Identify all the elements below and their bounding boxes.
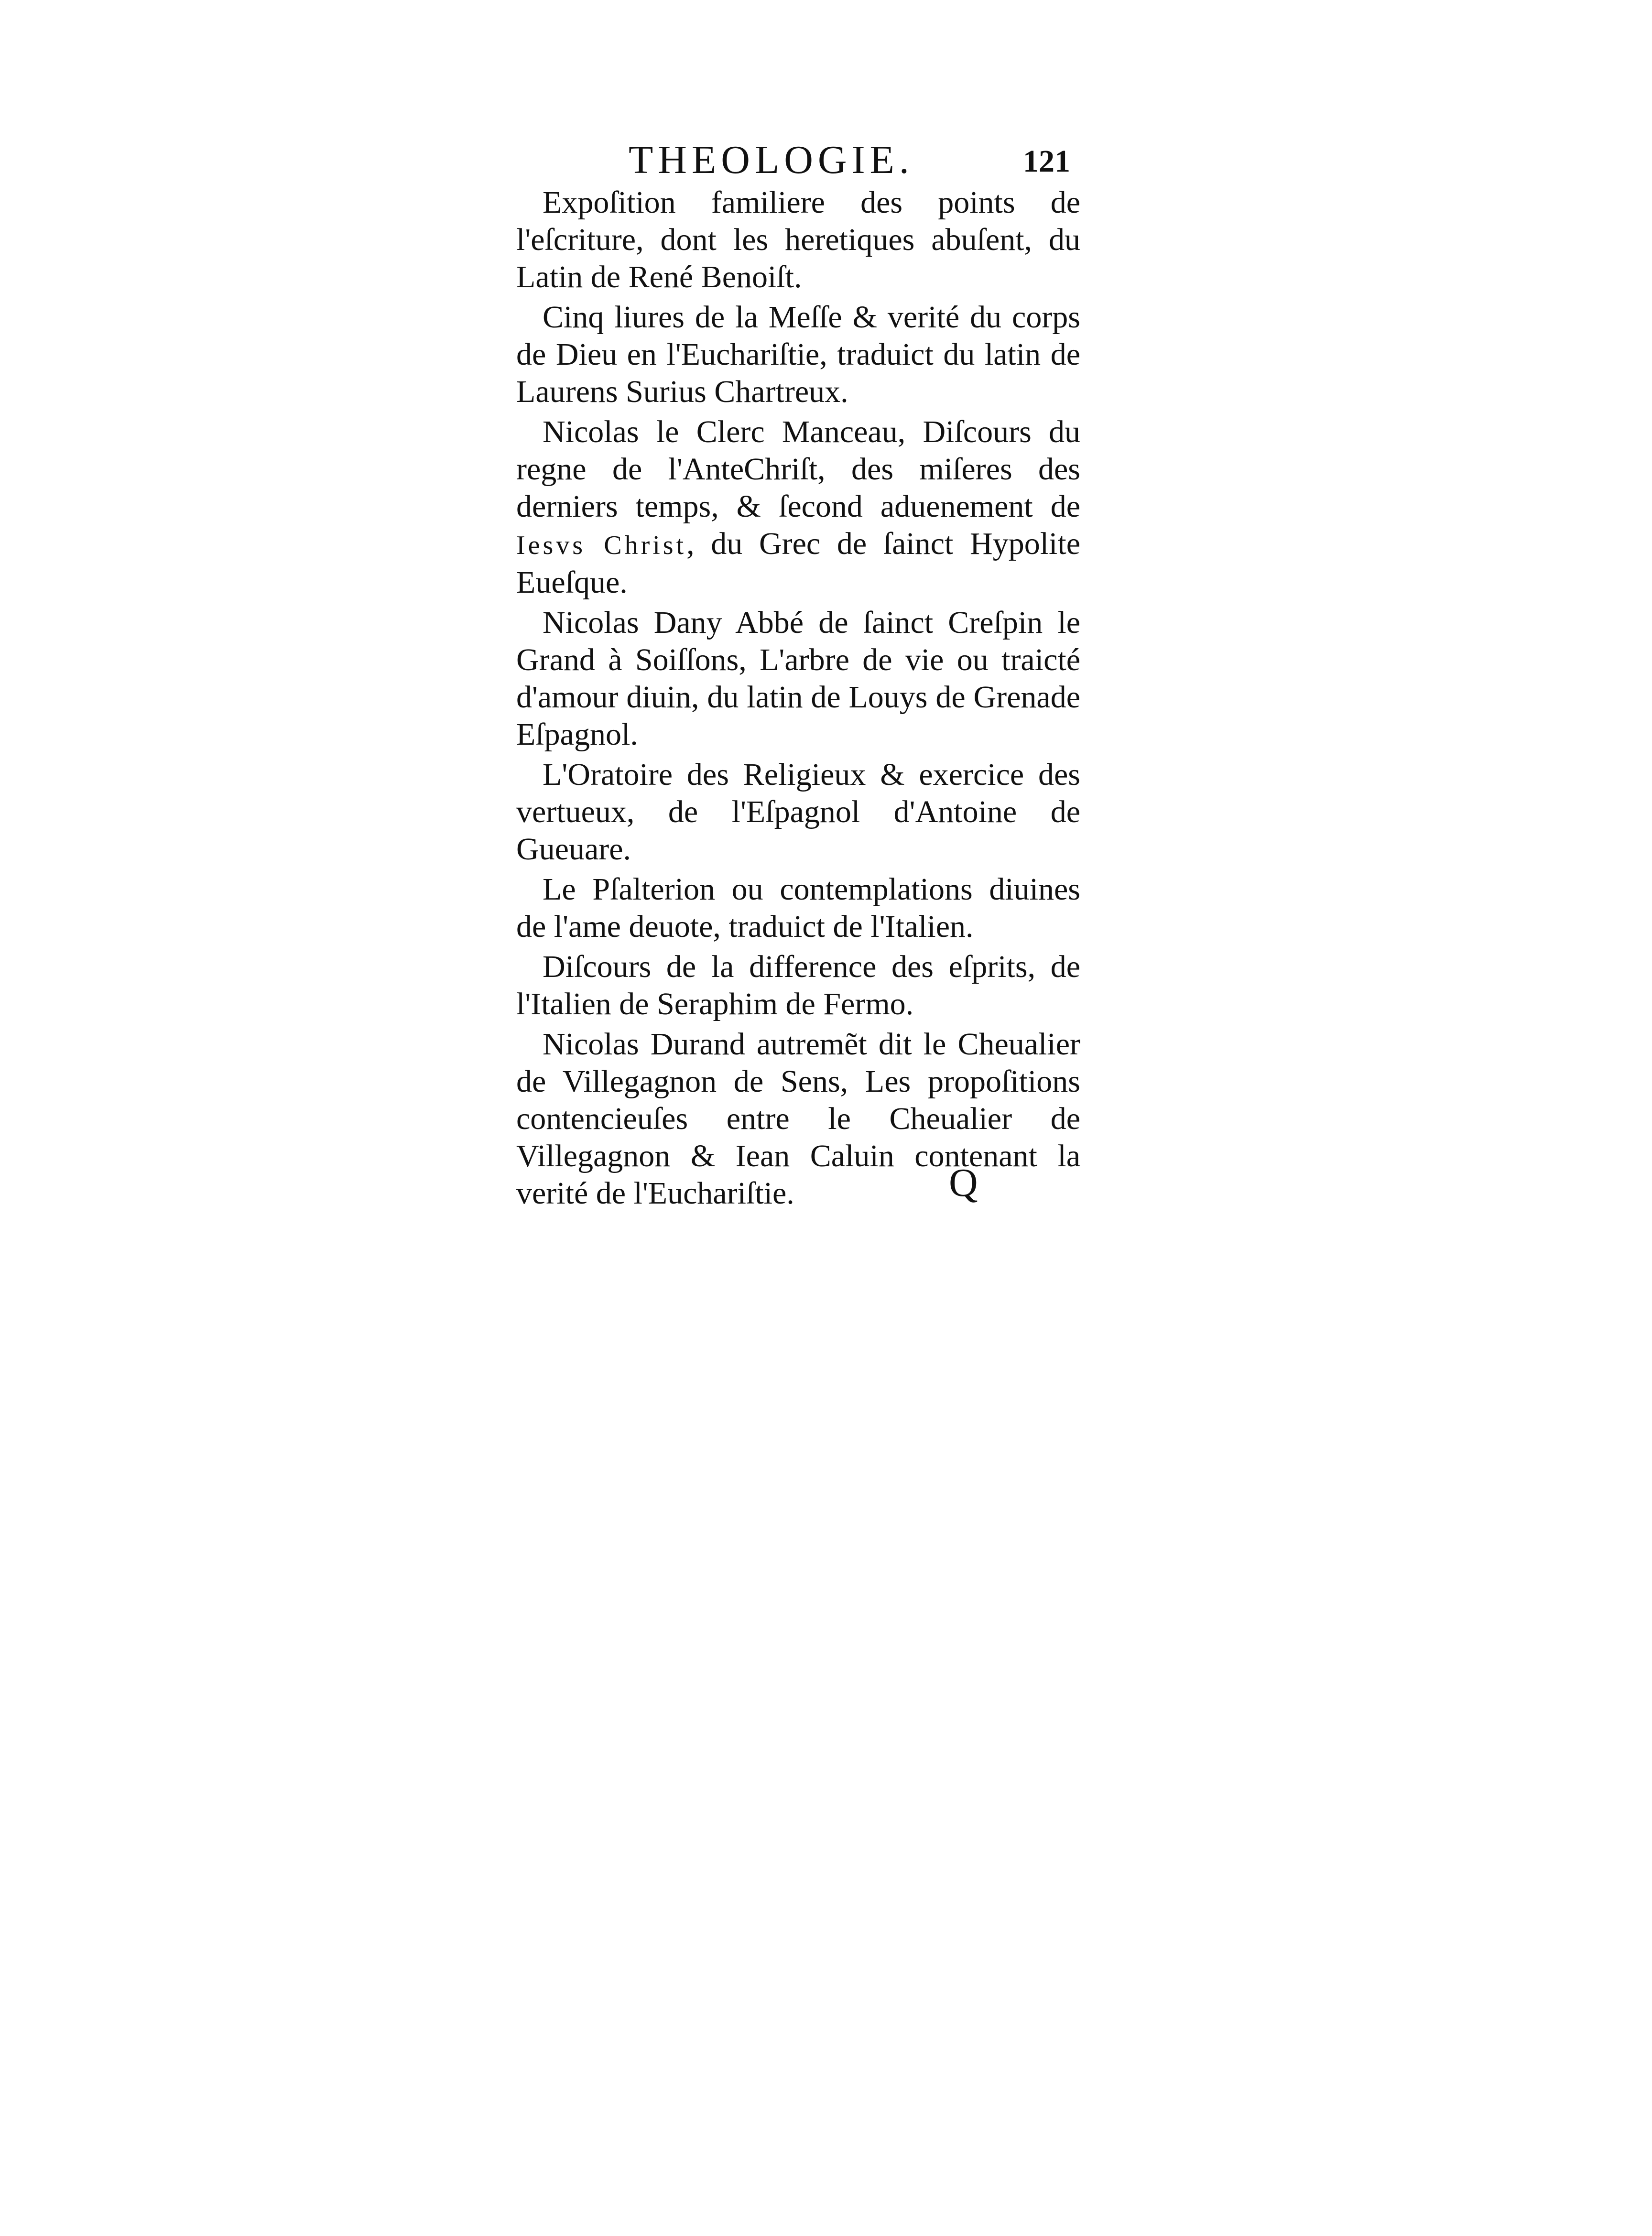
entry-nicolas-le-clerc-tail: , du Grec de ſainct Hypolite Eueſque. (516, 526, 1081, 600)
page-header (516, 136, 1080, 184)
entry-nicolas-le-clerc (516, 413, 1080, 601)
text-block (516, 136, 1080, 1215)
catchword: Q (949, 1161, 978, 1205)
entry-oratoire: L'Oratoire des Religieux & exercice des vertueux, de l'Eſpagnol d'Antoine de Gueuare. (516, 757, 1080, 867)
entry-discours-esprits: Diſcours de la difference des eſprits, de l'Italien de Seraphim de Fermo. (516, 949, 1080, 1021)
entry-exposition: Expoſition familiere des points de l'eſcriture, dont les heretiques abuſent, du Latin de René Benoiſt. (516, 185, 1080, 294)
entry-nicolas-dany: Nicolas Dany Abbé de ſainct Creſpin le Grand à Soiſſons, L'arbre de vie ou traicté d'amour diuin, du latin de Louys de Grenade Eſpagnol. (516, 605, 1080, 752)
running-title: THEOLOGIE. (629, 138, 914, 182)
entry-cinq-liures: Cinq liures de la Meſſe & verité du corps de Dieu en l'Euchariſtie, traduict du latin de Laurens Surius Chartreux. (516, 300, 1080, 409)
entry-nicolas-durand: Nicolas Durand autremẽt dit le Cheualier de Villegagnon de Sens, Les propoſitions contencieuſes entre le Cheualier de Villegagnon & Iean Caluin contenant la verité de l'Euchariſtie. (516, 1027, 1080, 1211)
entry-psalterion: Le Pſalterion ou contemplations diuines de l'ame deuote, traduict de l'Italien. (516, 872, 1080, 944)
page-number: 121 (1023, 144, 1070, 179)
entry-nicolas-le-clerc-text: Nicolas le Clerc Manceau, Diſcours du regne de l'AnteChriſt, des miſeres des derniers temps, & ſecond aduenement de (516, 414, 1080, 524)
small-caps-name: Iesvs Christ (516, 531, 687, 560)
